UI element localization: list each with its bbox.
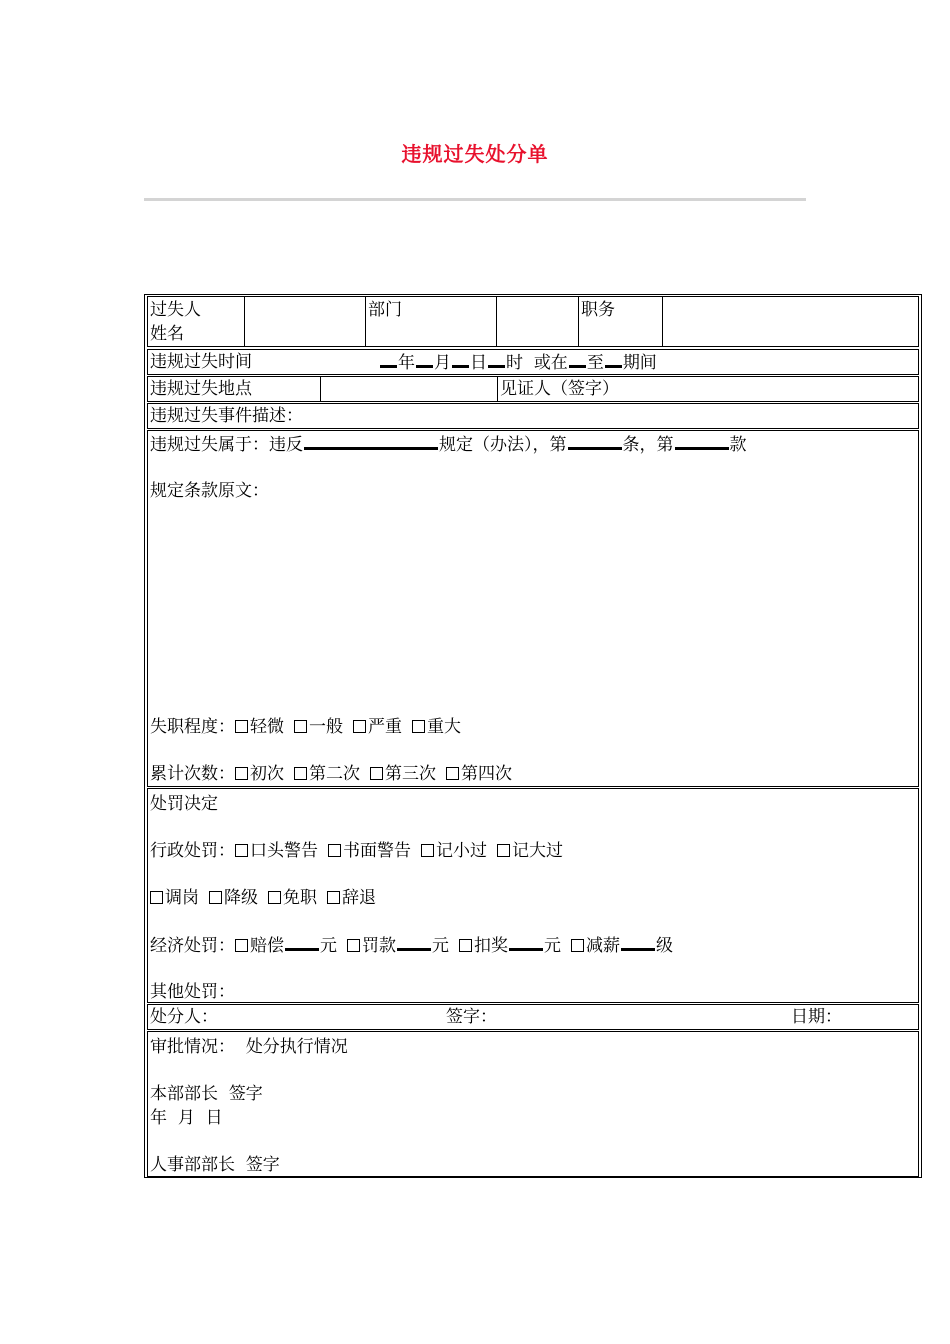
hr-head-sign[interactable]: 签字 <box>245 1155 280 1175</box>
row-approval <box>147 1031 919 1177</box>
dept-label: 部门 <box>368 300 402 320</box>
checkbox-icon <box>209 891 222 904</box>
violation-prefix: 违规过失属于：违反 <box>150 435 303 455</box>
witness-label: 见证人（签字） <box>500 379 619 399</box>
period-text: 期间 <box>622 353 657 373</box>
to-text: 至 <box>586 353 604 373</box>
checkbox-icon <box>235 939 248 952</box>
checkbox-icon <box>235 844 248 857</box>
dept-value-cell[interactable] <box>497 297 579 346</box>
admin-option-resignation[interactable]: 辞退 <box>327 888 376 908</box>
row-violation <box>147 430 919 787</box>
checkbox-icon <box>327 891 340 904</box>
dept-label-cell <box>366 297 497 346</box>
count-option-second[interactable]: 第二次 <box>294 764 360 784</box>
admin-option-dismissal[interactable]: 免职 <box>268 888 317 908</box>
count-line <box>150 762 522 786</box>
checkbox-icon <box>370 767 383 780</box>
year-text: 年 <box>398 353 415 373</box>
title-divider <box>144 198 806 201</box>
name-label-line1: 过失人 <box>150 300 201 320</box>
dept-head-line <box>150 1082 263 1106</box>
violation-rule: 规定（办法），第 <box>439 435 567 455</box>
position-label-cell <box>579 297 663 346</box>
checkbox-icon <box>235 767 248 780</box>
penalty-form <box>144 294 922 1178</box>
severity-option-serious[interactable]: 严重 <box>353 717 402 737</box>
name-label-line2: 姓名 <box>150 324 184 344</box>
day-text: 日 <box>470 353 487 373</box>
position-label: 职务 <box>581 300 615 320</box>
form-title: 违规过失处分单 <box>401 142 549 166</box>
checkbox-icon <box>347 939 360 952</box>
hour-text: 时 <box>506 353 523 373</box>
severity-option-major[interactable]: 重大 <box>412 717 461 737</box>
checkbox-icon <box>294 720 307 733</box>
execution-label: 处分执行情况 <box>245 1037 348 1057</box>
place-value-cell[interactable] <box>321 377 498 401</box>
admin-option-major-demerit[interactable]: 记大过 <box>497 841 563 861</box>
name-value-cell[interactable] <box>245 297 366 346</box>
severity-option-minor[interactable]: 轻微 <box>235 717 284 737</box>
approval-date-line: 年 月 日 <box>150 1108 223 1128</box>
checkbox-icon <box>353 720 366 733</box>
row-time <box>147 349 919 375</box>
other-penalty-label: 其他处罚： <box>150 982 235 1002</box>
checkbox-icon <box>446 767 459 780</box>
row-description[interactable] <box>147 403 919 429</box>
severity-line <box>150 715 471 739</box>
checkbox-icon <box>294 767 307 780</box>
row-place <box>147 376 919 402</box>
time-label: 违规过失时间 <box>150 352 252 372</box>
violation-clause: 款 <box>729 435 747 455</box>
count-option-first[interactable]: 初次 <box>235 764 284 784</box>
admin-option-demotion[interactable]: 降级 <box>209 888 258 908</box>
month-text: 月 <box>434 353 451 373</box>
count-label: 累计次数： <box>150 764 235 784</box>
hr-head-label: 人事部部长 <box>150 1155 235 1175</box>
count-option-third[interactable]: 第三次 <box>370 764 436 784</box>
checkbox-icon <box>412 720 425 733</box>
admin-penalty-line2 <box>150 886 386 910</box>
admin-penalty-line <box>150 839 573 863</box>
name-label-cell <box>148 297 245 346</box>
economic-penalty-label: 经济处罚： <box>150 936 235 956</box>
row-penalty <box>147 788 919 1003</box>
economic-option-fine[interactable]: 罚款 元 <box>347 936 449 956</box>
economic-option-salary-cut[interactable]: 减薪 级 <box>571 936 673 956</box>
severity-option-normal[interactable]: 一般 <box>294 717 343 737</box>
severity-label: 失职程度： <box>150 717 235 737</box>
time-fields <box>379 350 657 375</box>
checkbox-icon <box>268 891 281 904</box>
economic-penalty-line <box>150 933 683 958</box>
checkbox-icon <box>459 939 472 952</box>
admin-option-verbal-warning[interactable]: 口头警告 <box>235 841 318 861</box>
original-text-label: 规定条款原文： <box>150 481 269 501</box>
admin-option-transfer[interactable]: 调岗 <box>150 888 199 908</box>
dept-head-label: 本部部长 <box>150 1084 218 1104</box>
economic-option-compensation[interactable]: 赔偿 元 <box>235 936 337 956</box>
violation-line <box>150 432 747 457</box>
hr-head-line <box>150 1153 280 1177</box>
row-person <box>147 296 919 347</box>
count-option-fourth[interactable]: 第四次 <box>446 764 512 784</box>
sign-label[interactable]: 签字： <box>446 1007 497 1027</box>
approval-line <box>150 1035 348 1059</box>
dept-head-sign[interactable]: 签字 <box>228 1084 263 1104</box>
checkbox-icon <box>235 720 248 733</box>
admin-option-minor-demerit[interactable]: 记小过 <box>421 841 487 861</box>
checkbox-icon <box>571 939 584 952</box>
position-value-cell[interactable] <box>663 297 918 346</box>
checkbox-icon <box>497 844 510 857</box>
checkbox-icon <box>150 891 163 904</box>
place-label: 违规过失地点 <box>150 379 252 399</box>
date-label[interactable]: 日期： <box>791 1007 842 1027</box>
admin-option-written-warning[interactable]: 书面警告 <box>328 841 411 861</box>
issuer-label: 处分人： <box>150 1007 218 1027</box>
place-label-cell <box>148 377 321 401</box>
penalty-title: 处罚决定 <box>150 794 218 814</box>
witness-cell[interactable] <box>498 377 918 401</box>
checkbox-icon <box>328 844 341 857</box>
or-during-text: 或在 <box>533 353 568 373</box>
economic-option-deduct-bonus[interactable]: 扣奖 元 <box>459 936 561 956</box>
admin-penalty-label: 行政处罚： <box>150 841 235 861</box>
row-signature <box>147 1004 919 1030</box>
approval-label: 审批情况： <box>150 1037 235 1057</box>
description-label: 违规过失事件描述： <box>150 406 303 426</box>
checkbox-icon <box>421 844 434 857</box>
violation-article: 条，第 <box>622 435 674 455</box>
